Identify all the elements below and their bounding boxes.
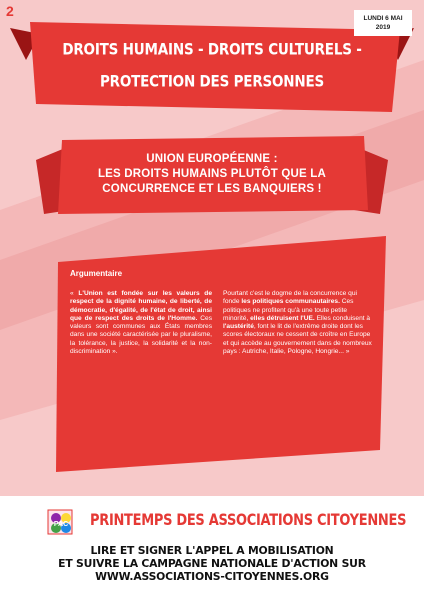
argument-text-2: Ces politiques ne profitent qu'à une toute petite minorité, [223, 298, 354, 322]
argument-text-3: Elles conduisent à [314, 314, 371, 322]
argumentaire-heading: Argumentaire [70, 269, 123, 278]
subtitle-line-1: UNION EUROPÉENNE : [146, 153, 278, 165]
quote-open: « [70, 290, 79, 297]
argument-bold-3: l'austérité [223, 323, 254, 331]
cta-line-1: LIRE ET SIGNER L'APPEL A MOBILISATION [90, 544, 334, 557]
subtitle-line-3: CONCURRENCE ET LES BANQUIERS ! [102, 183, 322, 195]
argument-bold-1: les politiques communautaires. [241, 298, 340, 306]
cta-line-2: ET SUIVRE LA CAMPAGNE NATIONALE D'ACTION SUR [58, 557, 366, 570]
title-line-1: DROITS HUMAINS - DROITS CULTURELS - [62, 40, 362, 60]
cta-line-3[interactable]: WWW.ASSOCIATIONS-CITOYENNES.ORG [95, 570, 329, 583]
date-day: LUNDI 6 MAI [363, 15, 403, 22]
date-year: 2019 [375, 24, 391, 31]
date-box [354, 10, 412, 36]
campaign-title: PRINTEMPS DES ASSOCIATIONS CITOYENNES [90, 512, 407, 530]
subtitle [70, 152, 354, 197]
page-number: 2 [6, 3, 14, 19]
argument-text-4: , font le lit de l'extrême droite dont les scores électoraux ne cessent de croître en Europe et qui accède au gouvernement dans de nombreux pays : Autriche, Italie, Pologne, Hongrie... » [223, 323, 372, 356]
argumentaire-left-column [70, 290, 212, 356]
svg-text:PAC: PAC [53, 521, 69, 528]
associations-logo [44, 506, 78, 540]
call-to-action [0, 544, 424, 583]
argument-paragraph [223, 290, 373, 356]
footer [0, 496, 424, 600]
quote-text: Ces valeurs sont communes aux États membres dans une société caractérisée par le pluralisme, la tolérance, la justice, la solidarité et la non-discrimination ». [70, 314, 212, 356]
quote-paragraph [70, 290, 212, 356]
argument-text-1: Pourtant c'est le dogme de la concurrence qui fonde [223, 290, 357, 306]
subtitle-line-2: LES DROITS HUMAINS PLUTÔT QUE LA [97, 168, 327, 180]
title-line-2: PROTECTION DES PERSONNES [99, 72, 325, 92]
page-title [30, 34, 394, 98]
argumentaire-right-column [223, 290, 373, 356]
quote-bold: L'Union est fondée sur les valeurs de respect de la dignité humaine, de liberté, de démocratie, d'égalité, de l'état de droit, ainsi que de respect des droits de l'Homme. [70, 290, 213, 322]
argument-bold-2: elles détruisent l'UE. [250, 314, 315, 322]
